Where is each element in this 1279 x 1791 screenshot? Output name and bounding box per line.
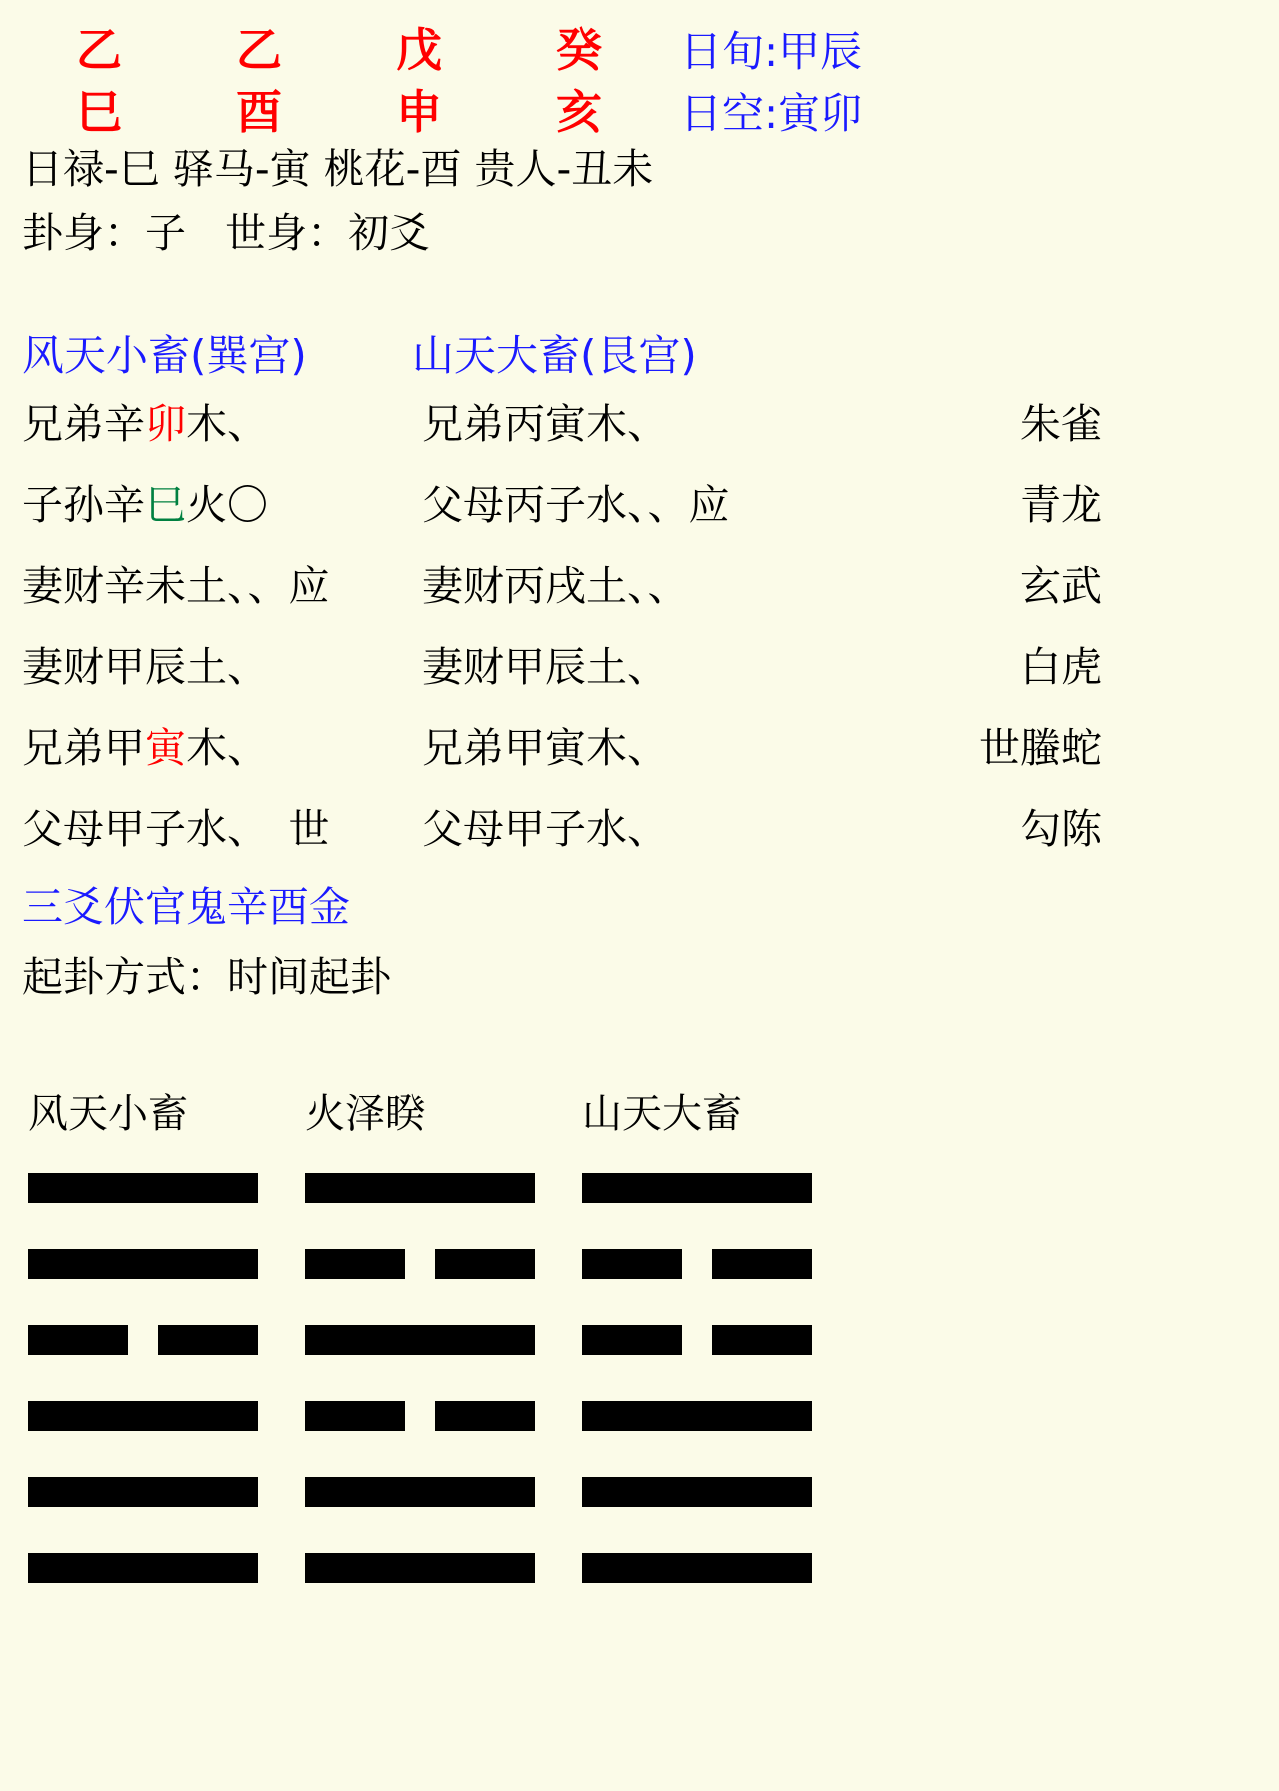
yang-line: [582, 1401, 812, 1431]
changed-line-2: [422, 715, 852, 774]
line-prefix: 子孙辛: [22, 481, 145, 530]
yang-line: [582, 1553, 812, 1583]
line-prefix: 妻财甲辰土、: [22, 643, 268, 692]
changed-line-5: [422, 472, 852, 531]
sixgod-4: 玄武: [1020, 562, 1102, 611]
table-row: [22, 391, 1279, 472]
diagram-line-cell: [305, 1249, 582, 1325]
table-row: [22, 472, 1279, 553]
branch-hour: 亥: [556, 85, 602, 139]
ganzhi-block: [0, 14, 1279, 138]
solid-bar: [28, 1401, 258, 1431]
line-suffix: 火〇: [186, 481, 268, 530]
primary-hexagram-name: 风天小畜(巽宫): [22, 331, 307, 381]
broken-bar-right: [712, 1249, 812, 1279]
solid-bar: [582, 1553, 812, 1583]
diagram-line-cell: [28, 1477, 305, 1553]
diagram-line-cell: [305, 1325, 582, 1401]
yang-line: [28, 1477, 258, 1507]
sixgod-3: 白虎: [1020, 643, 1102, 692]
heavenly-stems-row: [26, 14, 1279, 76]
solid-bar: [305, 1477, 535, 1507]
diagram-line-cell: [305, 1401, 582, 1477]
diagram-title-2: 火泽睽: [305, 1091, 425, 1138]
stem-year: 乙: [76, 23, 122, 77]
sixgod-6: 朱雀: [1020, 400, 1102, 449]
diagram-line-row: [28, 1477, 1279, 1553]
solid-bar: [305, 1173, 535, 1203]
changed-line-6: [422, 391, 852, 450]
broken-bar-right: [435, 1249, 535, 1279]
guashen-line: 卦身：子 世身：初爻: [22, 208, 431, 257]
changed-hexagram-name: 山天大畜(艮宫): [412, 331, 697, 381]
hexagram-diagrams: [0, 1082, 1279, 1629]
broken-bar-right: [435, 1401, 535, 1431]
diagram-title-3: 山天大畜: [582, 1091, 742, 1138]
xun-label: 日旬:甲辰: [680, 27, 863, 76]
yang-line: [28, 1249, 258, 1279]
table-row: [22, 634, 1279, 715]
line-text: 妻财甲辰土、: [422, 643, 668, 692]
solid-bar: [28, 1249, 258, 1279]
line-prefix: 妻财辛未土、、应: [22, 562, 330, 611]
diagram-line-row: [28, 1249, 1279, 1325]
diagram-line-cell: [582, 1401, 859, 1477]
broken-bar-right: [712, 1325, 812, 1355]
line-suffix: 木、: [186, 724, 268, 773]
broken-bar-left: [305, 1401, 405, 1431]
stem-month: 乙: [236, 23, 282, 77]
hidden-spirit-line: 三爻伏官鬼辛酉金: [22, 883, 350, 932]
solid-bar: [582, 1477, 812, 1507]
diagram-line-row: [28, 1401, 1279, 1477]
yin-line: [28, 1325, 258, 1355]
solid-bar: [305, 1553, 535, 1583]
primary-line-2: [22, 715, 422, 774]
branch-year: 巳: [76, 85, 122, 139]
yin-line: [305, 1401, 535, 1431]
hexagram-names: [0, 323, 1279, 383]
primary-line-3: [22, 634, 422, 693]
diagram-line-row: [28, 1553, 1279, 1629]
diagram-line-cell: [28, 1249, 305, 1325]
yin-line: [582, 1249, 812, 1279]
six-lines-table: [0, 391, 1279, 877]
branch-day: 申: [396, 85, 442, 139]
solid-bar: [28, 1173, 258, 1203]
line-text: 父母丙子水、、应: [422, 481, 730, 530]
diagram-line-cell: [305, 1477, 582, 1553]
stem-day: 戊: [396, 23, 442, 77]
line-text: 兄弟甲寅木、: [422, 724, 668, 773]
diagram-line-cell: [28, 1173, 305, 1249]
table-row: [22, 796, 1279, 877]
yang-line: [305, 1553, 535, 1583]
diagram-line-row: [28, 1325, 1279, 1401]
diagram-line-cell: [28, 1325, 305, 1401]
solid-bar: [582, 1173, 812, 1203]
changed-line-4: [422, 553, 852, 612]
line-text: 兄弟丙寅木、: [422, 400, 668, 449]
primary-line-4: [22, 553, 422, 612]
line-branch: 卯: [145, 400, 186, 449]
primary-line-1: [22, 796, 422, 855]
solid-bar: [28, 1553, 258, 1583]
diagram-bars: [28, 1173, 1279, 1629]
line-suffix: 木、: [186, 400, 268, 449]
diagram-line-cell: [582, 1249, 859, 1325]
changed-line-3: [422, 634, 852, 693]
diagram-line-cell: [305, 1173, 582, 1249]
broken-bar-right: [158, 1325, 258, 1355]
broken-bar-left: [28, 1325, 128, 1355]
table-row: [22, 553, 1279, 634]
diagram-line-cell: [582, 1477, 859, 1553]
primary-line-6: [22, 391, 422, 450]
sixgod-2: 世螣蛇: [979, 724, 1102, 773]
diagram-line-cell: [582, 1325, 859, 1401]
line-prefix: 父母甲子水、 世: [22, 805, 330, 854]
solid-bar: [305, 1325, 535, 1355]
changed-line-1: [422, 796, 852, 855]
diagram-line-cell: [582, 1173, 859, 1249]
divination-method-line: 起卦方式：时间起卦: [22, 952, 391, 1001]
broken-bar-left: [582, 1325, 682, 1355]
line-branch: 巳: [145, 481, 186, 530]
diagram-line-cell: [28, 1401, 305, 1477]
line-text: 妻财丙戌土、、: [422, 562, 689, 611]
yang-line: [305, 1477, 535, 1507]
diagram-titles: [28, 1082, 1279, 1139]
sixgod-5: 青龙: [1020, 481, 1102, 530]
broken-bar-left: [305, 1249, 405, 1279]
yang-line: [305, 1173, 535, 1203]
yang-line: [28, 1173, 258, 1203]
line-text: 父母甲子水、: [422, 805, 668, 854]
diagram-line-cell: [28, 1553, 305, 1629]
diagram-title-1: 风天小畜: [28, 1091, 188, 1138]
branch-month: 酉: [236, 85, 282, 139]
yang-line: [305, 1325, 535, 1355]
yang-line: [28, 1553, 258, 1583]
line-prefix: 兄弟甲: [22, 724, 145, 773]
stem-hour: 癸: [556, 23, 602, 77]
yin-line: [305, 1249, 535, 1279]
table-row: [22, 715, 1279, 796]
yin-line: [582, 1325, 812, 1355]
diagram-line-cell: [582, 1553, 859, 1629]
yang-line: [582, 1477, 812, 1507]
earthly-branches-row: [26, 76, 1279, 138]
yang-line: [582, 1173, 812, 1203]
solid-bar: [28, 1477, 258, 1507]
line-branch: 寅: [145, 724, 186, 773]
diagram-line-row: [28, 1173, 1279, 1249]
line-prefix: 兄弟辛: [22, 400, 145, 449]
solid-bar: [582, 1401, 812, 1431]
diagram-line-cell: [305, 1553, 582, 1629]
broken-bar-left: [582, 1249, 682, 1279]
shensha-line: 日禄-巳 驿马-寅 桃花-酉 贵人-丑未: [22, 145, 654, 193]
yang-line: [28, 1401, 258, 1431]
primary-line-5: [22, 472, 422, 531]
sixgod-1: 勾陈: [1020, 805, 1102, 854]
kong-label: 日空:寅卯: [680, 89, 863, 138]
